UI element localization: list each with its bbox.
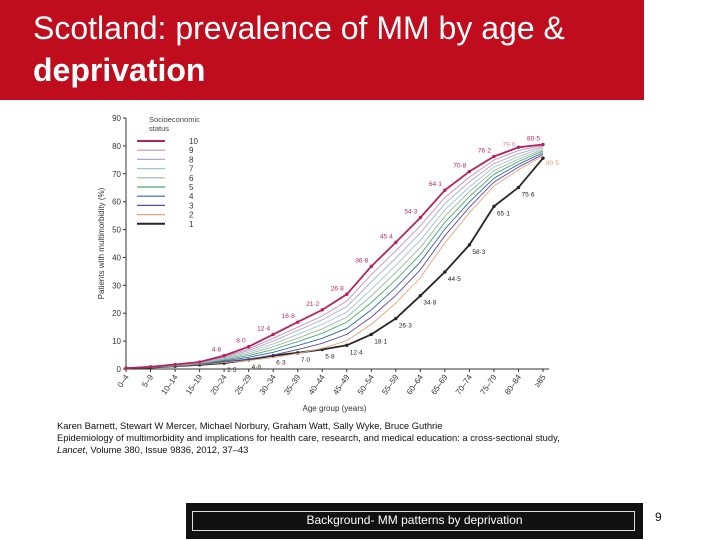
point-1 (394, 317, 397, 320)
legend-label-4: 4 (189, 192, 194, 202)
point-10 (271, 333, 274, 336)
legend-label-10: 10 (189, 137, 198, 146)
data-label: 4·8 (211, 346, 222, 354)
slide-subtitle: deprivation (33, 52, 206, 88)
data-label: 12·4 (257, 325, 271, 333)
data-label: 80·5 (546, 159, 560, 167)
point-10 (149, 365, 152, 368)
x-tick-label: 5–9 (140, 372, 156, 390)
data-label: 76·2 (477, 147, 491, 155)
data-label: 44·5 (447, 275, 461, 283)
y-tick-label: 80 (112, 141, 121, 151)
y-tick-label: 50 (112, 225, 121, 235)
citation-journal: Lancet (57, 444, 86, 455)
legend-label-6: 6 (189, 173, 194, 183)
y-tick-label: 60 (112, 197, 121, 207)
citation (57, 420, 657, 456)
y-axis-label: Patients with multimorbidity (%) (97, 187, 106, 300)
data-label: 6·3 (276, 359, 286, 367)
x-axis-label: Age group (years) (302, 404, 367, 413)
y-tick-label: 30 (112, 281, 121, 291)
y-tick-label: 90 (112, 114, 121, 123)
data-label: 80·5 (526, 135, 540, 143)
legend-label-5: 5 (189, 183, 194, 192)
data-label: 45·4 (379, 233, 393, 241)
data-label: 7·0 (300, 356, 311, 364)
data-label: 21·2 (306, 300, 320, 308)
x-tick-label: 55–59 (380, 372, 401, 397)
point-10 (541, 143, 544, 146)
data-label: 26·8 (330, 285, 344, 293)
point-1 (370, 333, 373, 336)
data-label: 70·8 (453, 162, 467, 170)
point-1 (492, 205, 495, 208)
x-tick-label: ≥85 (532, 372, 548, 390)
point-10 (296, 320, 299, 323)
data-label: 79·6 (502, 141, 516, 149)
title-bar (0, 0, 644, 100)
data-label: 65·1 (496, 210, 510, 218)
data-label: 4·8 (251, 363, 262, 371)
data-label: 75·6 (521, 191, 535, 199)
legend-label-3: 3 (189, 201, 194, 211)
citation-authors: Karen Barnett, Stewart W Mercer, Michael Norbury, Graham Watt, Sally Wyke, Bruce Guthrie (57, 420, 443, 431)
point-10 (345, 293, 348, 296)
legend-title: Socioeconomic (149, 115, 200, 124)
x-tick-label: 70–74 (453, 372, 475, 397)
y-tick-label: 20 (112, 309, 121, 319)
multimorbidity-line-chart (95, 108, 560, 418)
x-tick-label: 15–19 (184, 372, 205, 397)
point-10 (198, 360, 201, 363)
legend-label-8: 8 (189, 155, 194, 165)
x-tick-label: 25–29 (233, 372, 254, 397)
data-label: 26·3 (398, 322, 412, 330)
point-10 (492, 155, 495, 158)
x-tick-label: 10–14 (159, 372, 180, 397)
point-10 (443, 189, 446, 192)
point-1 (468, 243, 471, 246)
y-tick-label: 10 (112, 337, 121, 347)
citation-source (57, 444, 657, 456)
x-tick-label: 0–4 (115, 372, 131, 390)
point-10 (124, 366, 127, 369)
legend-title: status (149, 124, 170, 133)
point-10 (517, 146, 520, 149)
data-label: 58·3 (472, 248, 486, 256)
data-label: 36·8 (355, 257, 369, 265)
data-label: 54·3 (404, 208, 418, 216)
footer-text: Background- MM patterns by deprivation (306, 513, 523, 527)
point-10 (247, 345, 250, 348)
data-label: 2·5 (227, 367, 237, 375)
point-10 (468, 170, 471, 173)
data-label: 12·4 (349, 349, 363, 357)
point-10 (321, 308, 324, 311)
point-10 (370, 265, 373, 268)
point-1 (517, 186, 520, 189)
data-label: 64·1 (428, 181, 442, 189)
point-1 (443, 270, 446, 273)
x-tick-label: 45–49 (331, 372, 352, 397)
point-10 (222, 354, 225, 357)
x-tick-label: 20–24 (208, 372, 229, 397)
x-tick-label: 75–79 (478, 372, 499, 397)
data-label: 8·0 (236, 337, 246, 345)
x-tick-label: 40–44 (306, 372, 327, 397)
data-label: 5·8 (325, 353, 335, 361)
data-label: 16·8 (281, 313, 295, 321)
page-number: 9 (655, 510, 662, 524)
point-10 (394, 241, 397, 244)
point-1 (419, 294, 422, 297)
x-tick-label: 35–39 (282, 372, 303, 397)
y-tick-label: 0 (116, 365, 121, 374)
x-tick-label: 30–34 (257, 372, 278, 397)
data-label: 34·8 (423, 299, 437, 307)
x-tick-label: 65–69 (429, 372, 450, 397)
citation-title: Epidemiology of multimorbidity and implications for health care, research, and medical education: a cross-sectional study, (57, 432, 560, 443)
x-tick-label: 50–54 (355, 372, 376, 397)
legend-label-2: 2 (189, 210, 194, 220)
citation-volume: , Volume 380, Issue 9836, 2012, 37–43 (85, 444, 249, 455)
legend-label-7: 7 (189, 164, 194, 174)
x-tick-label: 80–84 (502, 372, 524, 397)
slide-title: Scotland: prevalence of MM by age & (33, 10, 565, 46)
legend-label-1: 1 (189, 219, 194, 229)
point-1 (345, 344, 348, 347)
point-10 (173, 363, 176, 366)
y-tick-label: 70 (112, 169, 121, 179)
x-tick-label: 60–64 (404, 372, 425, 397)
y-tick-label: 40 (112, 253, 121, 263)
data-label: 18·1 (374, 338, 388, 346)
point-10 (419, 216, 422, 219)
legend-label-9: 9 (189, 146, 194, 156)
footer-bar (186, 503, 643, 539)
